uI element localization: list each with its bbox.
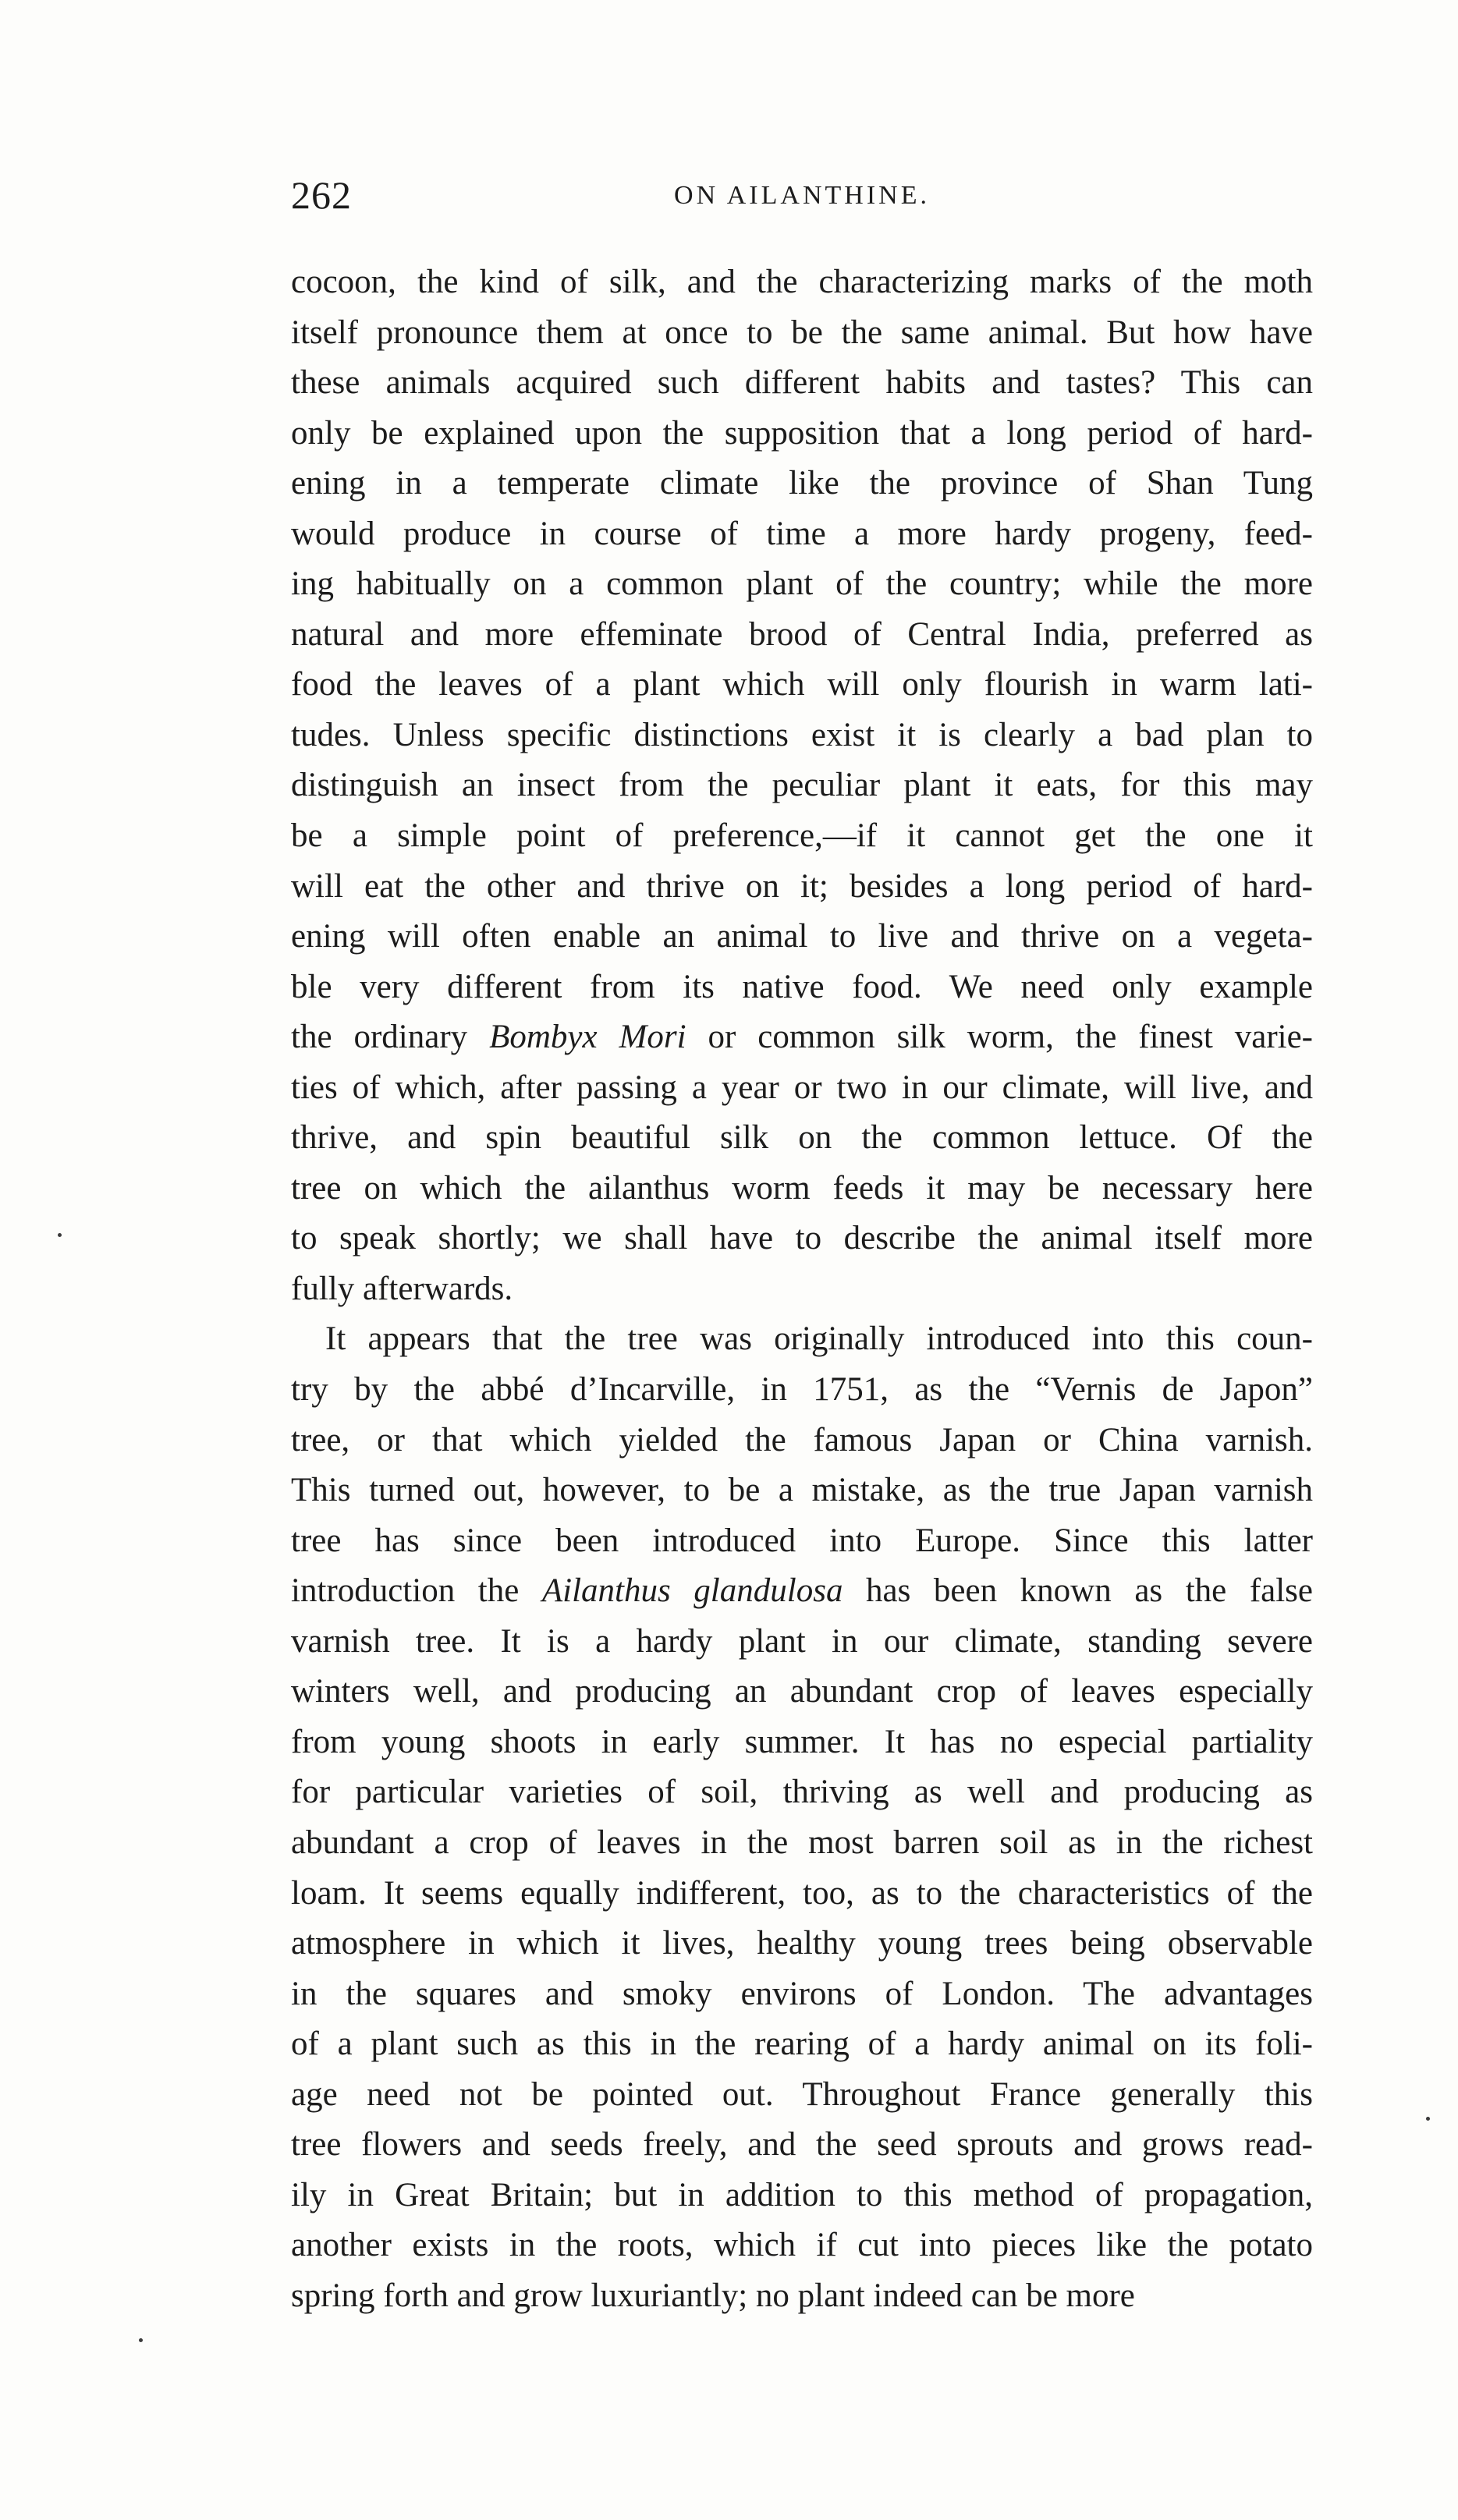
italic-term: Ailanthus glandulosa [541, 1572, 843, 1610]
text-line: try by the abbé d’Incarville, in 1751, as the “Vernis de Japon” [291, 1371, 1313, 1409]
text-line: ening in a temperate climate like the province of Shan Tung [291, 465, 1313, 502]
text-line: these animals acquired such different habits and tastes? This can [291, 364, 1313, 402]
text-line: thrive, and spin beautiful silk on the common lettuce. Of the [291, 1119, 1313, 1157]
text-line: spring forth and grow luxuriantly; no plant indeed can be more [291, 2277, 1135, 2314]
text-line: will eat the other and thrive on it; besides a long period of hard- [291, 867, 1313, 905]
text-line: of a plant such as this in the rearing of a hardy animal on its foli- [291, 2026, 1313, 2063]
text-line: fully afterwards. [291, 1270, 513, 1307]
text-line: ening will often enable an animal to live and thrive on a vegeta- [291, 918, 1313, 955]
text-line [291, 1012, 1313, 1063]
text-line: abundant a crop of leaves in the most barren soil as in the richest [291, 1824, 1313, 1861]
text-line: ing habitually on a common plant of the country; while the more [291, 565, 1313, 603]
text-line: tree flowers and seeds freely, and the seed sprouts and grows read- [291, 2126, 1313, 2164]
text-line: itself pronounce them at once to be the same animal. But how have [291, 314, 1313, 351]
text-line: atmosphere in which it lives, healthy young trees being observable [291, 1925, 1313, 1962]
text-line: for particular varieties of soil, thriving as well and producing as [291, 1774, 1313, 1811]
text-line: another exists in the roots, which if cut into pieces like the potato [291, 2227, 1313, 2264]
body-text [291, 257, 1313, 2321]
italic-term: Bombyx Mori [489, 1019, 686, 1056]
line-text: the ordinary [291, 1019, 490, 1056]
running-title: ON AILANTHINE. [674, 181, 930, 210]
text-line: tree has since been introduced into Europe. Since this latter [291, 1522, 1313, 1559]
line-text: or common silk worm, the finest varie- [686, 1019, 1313, 1056]
text-line: from young shoots in early summer. It has no especial partiality [291, 1723, 1313, 1760]
text-line: be a simple point of preference,—if it cannot get the one it [291, 817, 1313, 855]
margin-speck [139, 2338, 143, 2342]
text-line: It appears that the tree was originally introduced into this coun- [325, 1320, 1313, 1358]
text-line: age need not be pointed out. Throughout France generally this [291, 2075, 1313, 2113]
text-line: This turned out, however, to be a mistake, as the true Japan varnish [291, 1472, 1313, 1509]
text-line: to speak shortly; we shall have to describe the animal itself more [291, 1220, 1313, 1257]
text-line: loam. It seems equally indifferent, too, as to the characteristics of the [291, 1874, 1313, 1912]
line-text: introduction the [291, 1572, 542, 1610]
text-line: in the squares and smoky environs of London. The advantages [291, 1975, 1313, 2012]
text-line: tudes. Unless specific distinctions exist it is clearly a bad plan to [291, 716, 1313, 753]
line-text: has been known as the false [843, 1572, 1313, 1610]
text-line [291, 1566, 1313, 1617]
text-line: would produce in course of time a more hardy progeny, feed- [291, 515, 1313, 552]
text-line: ties of which, after passing a year or two in our climate, will live, and [291, 1069, 1313, 1106]
text-line: cocoon, the kind of silk, and the characterizing marks of the moth [291, 264, 1313, 300]
page-header [291, 168, 1313, 222]
page-number: 262 [291, 173, 352, 217]
text-line: food the leaves of a plant which will only flourish in warm lati- [291, 666, 1313, 704]
text-line: distinguish an insect from the peculiar plant it eats, for this may [291, 767, 1313, 804]
text-line: winters well, and producing an abundant crop of leaves especially [291, 1673, 1313, 1710]
text-line: varnish tree. It is a hardy plant in our climate, standing severe [291, 1622, 1313, 1660]
text-line: ily in Great Britain; but in addition to this method of propagation, [291, 2176, 1313, 2213]
text-line: tree, or that which yielded the famous Japan or China varnish. [291, 1421, 1313, 1458]
margin-speck [1426, 2117, 1430, 2121]
text-line: natural and more effeminate brood of Central India, preferred as [291, 615, 1313, 653]
margin-speck [58, 1233, 62, 1237]
text-line: ble very different from its native food. We need only example [291, 968, 1313, 1005]
text-line: tree on which the ailanthus worm feeds it may be necessary here [291, 1169, 1313, 1207]
text-line: only be explained upon the supposition that a long period of hard- [291, 414, 1313, 452]
